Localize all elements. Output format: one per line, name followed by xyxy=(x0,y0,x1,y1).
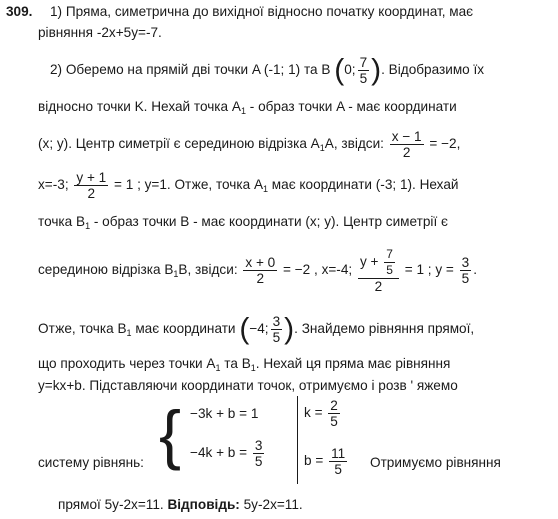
line-6 xyxy=(38,167,458,207)
frac-num: 11 xyxy=(331,446,346,461)
eq-text: −4k + b = xyxy=(190,445,248,461)
frac-num: 2 xyxy=(330,398,338,413)
fraction-3-5 xyxy=(253,438,265,469)
subscript: 1 xyxy=(250,363,256,373)
line-4-text: відносно точки K. Нехай точка A xyxy=(38,99,241,114)
eq-text: b = xyxy=(304,453,324,469)
line-9-mid: має координати xyxy=(131,321,236,336)
fraction-2-5 xyxy=(328,398,340,429)
frac-den: 2 xyxy=(374,278,383,294)
fraction-3-5 xyxy=(460,255,472,286)
frac-num: 7 xyxy=(386,246,393,261)
last-line xyxy=(58,497,303,513)
last-line-text: прямої 5y-2x=11. xyxy=(58,497,164,512)
brace-icon: { xyxy=(159,397,182,471)
frac-num-nested xyxy=(358,247,399,279)
line-6-tail: має координати (-3; 1). Нехай xyxy=(268,177,459,192)
frac-den: 2 xyxy=(87,185,96,201)
line-10-mid: та B xyxy=(220,356,251,371)
paren-open: ( xyxy=(239,312,250,346)
line-10 xyxy=(38,356,450,376)
line-6-head: x=-3; xyxy=(38,177,69,192)
point-b-x: 0; xyxy=(344,62,356,77)
line-2: рівняння -2x+5y=-7. xyxy=(38,25,162,40)
problem-number: 309. xyxy=(6,4,33,19)
line-3-text: 2) Оберемо на прямій дві точки A (-1; 1) та B xyxy=(50,62,331,77)
frac-num-text: y + xyxy=(359,254,379,269)
point-b1-x: −4; xyxy=(249,321,269,336)
frac-den: 5 xyxy=(330,414,338,429)
system-eq-1: −3k + b = 1 xyxy=(190,406,259,421)
frac-den: 5 xyxy=(254,454,263,469)
system-eq-2 xyxy=(190,438,266,469)
line-3 xyxy=(50,50,484,90)
frac-num: 7 xyxy=(359,54,368,70)
subscript: 1 xyxy=(173,269,179,279)
line-8-tail: . xyxy=(473,262,477,277)
fraction-y-plus-1 xyxy=(74,170,108,201)
fraction-x-minus-1 xyxy=(390,129,424,160)
frac-num: 3 xyxy=(272,313,281,329)
line-4-tail: - образ точки A - має координати xyxy=(245,99,457,114)
frac-den: 5 xyxy=(359,70,368,86)
line-9 xyxy=(38,309,474,353)
frac-den: 5 xyxy=(461,270,470,286)
eq-text: k = xyxy=(304,405,323,421)
line-8 xyxy=(38,243,477,301)
line-10-tail: . Нехай ця пряма має рівняння xyxy=(255,356,451,371)
frac-num: y + 1 xyxy=(76,169,107,185)
frac-num: 3 xyxy=(254,438,263,453)
line-5-tail: = −2, xyxy=(429,136,461,151)
frac-num: 3 xyxy=(461,254,470,270)
line-4 xyxy=(38,99,457,119)
frac-den: 5 xyxy=(386,262,393,277)
solution-bar xyxy=(297,396,298,484)
subscript: 1 xyxy=(126,328,132,338)
line-7 xyxy=(38,214,448,234)
line-9-text: Отже, точка B xyxy=(38,321,127,336)
fraction-7-5 xyxy=(358,55,370,86)
answer-value: 5y-2x=11. xyxy=(239,497,303,512)
line-7-text: точка B xyxy=(38,214,86,229)
fraction-nested xyxy=(358,247,399,294)
line-5 xyxy=(38,126,460,166)
fraction-3-5 xyxy=(271,314,283,345)
line-5-mid: A, звідси: xyxy=(324,136,384,151)
line-11: y=kx+b. Підставляючи координати точок, отримуємо і розв ' яжемо xyxy=(38,378,458,393)
subscript: 1 xyxy=(240,106,246,116)
subscript: 1 xyxy=(85,221,91,231)
fraction-11-5 xyxy=(329,446,347,477)
line-5-text: (x; y). Центр симетрії є серединою відрізка A xyxy=(38,136,320,151)
line-3-tail: . Відобразимо їх xyxy=(381,62,485,77)
frac-num: x + 0 xyxy=(245,254,276,270)
line-9-tail: . Знайдемо рівняння прямої, xyxy=(294,321,475,336)
subscript: 1 xyxy=(319,143,325,153)
frac-den: 2 xyxy=(256,270,265,286)
paren-close: ) xyxy=(284,312,295,346)
system-label: систему рівнянь: xyxy=(38,455,144,470)
paren-close: ) xyxy=(371,53,382,87)
fraction-x-plus-0 xyxy=(243,255,277,286)
line-8-text: серединою відрізка B xyxy=(38,262,174,277)
line-8-mid3: = 1 ; y = xyxy=(404,262,454,277)
frac-den: 2 xyxy=(402,144,411,160)
paren-open: ( xyxy=(334,53,345,87)
line-1: 1) Пряма, симетрична до вихідної відносно початку координат, має xyxy=(50,4,474,19)
fraction-inner xyxy=(384,247,395,278)
line-7-tail: - образ точки B - має координати (x; y). Центр симетрії є xyxy=(90,214,448,229)
line-10-text: що проходить через точки A xyxy=(38,356,216,371)
line-8-mid: B, звідси: xyxy=(178,262,238,277)
line-6-mid: = 1 ; y=1. Отже, точка A xyxy=(114,177,264,192)
frac-num: x − 1 xyxy=(391,128,422,144)
system-after: Отримуємо рівняння xyxy=(370,455,501,470)
answer-label: Відповідь: xyxy=(167,497,240,512)
frac-den: 5 xyxy=(272,329,281,345)
line-8-mid2: = −2 , x=-4; xyxy=(283,262,353,277)
subscript: 1 xyxy=(263,184,269,194)
solution-b xyxy=(304,446,349,477)
frac-den: 5 xyxy=(334,462,342,477)
subscript: 1 xyxy=(215,363,221,373)
solution-k xyxy=(304,398,342,429)
